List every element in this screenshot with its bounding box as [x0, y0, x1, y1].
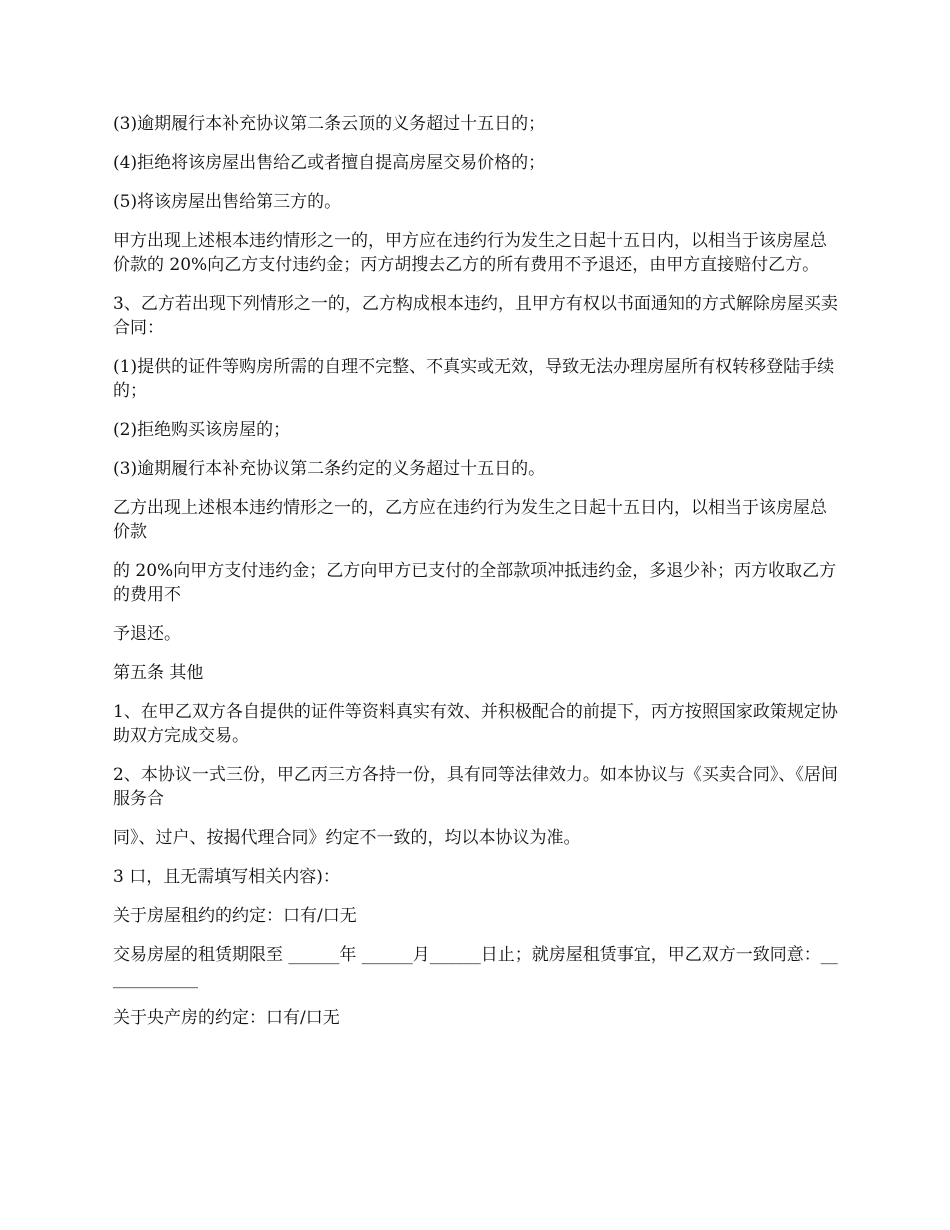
paragraph-central-property-checkbox: 关于央产房的约定：口有/口无: [113, 1008, 340, 1028]
paragraph-lease-term: 交易房屋的租赁期限至 ______年 ______月______日止；就房屋租赁事宜，甲乙双方一致同意：____________: [113, 945, 838, 989]
paragraph-copies-part2: 同》、过户、按揭代理合同》约定不一致的，均以本协议为准。: [113, 828, 581, 848]
paragraph-overdue-obligation: (3)逾期履行本补充协议第二条云顶的义务超过十五日的；: [113, 114, 546, 134]
paragraph-party-b-breach-intro: 3、乙方若出现下列情形之一的，乙方构成根本违约，且甲方有权以书面通知的方式解除房屋买卖合同：: [113, 294, 838, 338]
paragraph-refuse-sale: (4)拒绝将该房屋出售给乙或者擅自提高房屋交易价格的；: [113, 153, 546, 173]
document-body: [113, 112, 843, 1045]
paragraph-incomplete-documents: (1)提供的证件等购房所需的自理不完整、不真实或无效，导致无法办理房屋所有权转移登陆手续的；: [113, 357, 835, 401]
paragraph-no-fill-note: 3 口，且无需填写相关内容)：: [113, 867, 340, 887]
paragraph-copies-part1: 2、本协议一式三份，甲乙丙三方各持一份，具有同等法律效力。如本协议与《买卖合同》、《居间服务合: [113, 765, 838, 809]
section-heading-article-five: 第五条 其他: [113, 663, 204, 683]
paragraph-party-b-penalty-part2: 的 20%向甲方支付违约金；乙方向甲方已支付的全部款项冲抵违约金，多退少补；丙方收取乙方的费用不: [113, 561, 837, 605]
paragraph-overdue-agreed-obligation: (3)逾期履行本补充协议第二条约定的义务超过十五日的。: [113, 459, 546, 479]
paragraph-refuse-purchase: (2)拒绝购买该房屋的；: [113, 420, 291, 440]
paragraph-sell-third-party: (5)将该房屋出售给第三方的。: [113, 192, 342, 212]
paragraph-party-a-penalty: 甲方出现上述根本违约情形之一的，甲方应在违约行为发生之日起十五日内，以相当于该房屋总价款的 20%向乙方支付违约金；丙方胡搜去乙方的所有费用不予退还，由甲方直接赔付乙方。: [113, 231, 827, 275]
paragraph-lease-agreement-checkbox: 关于房屋租约的约定：口有/口无: [113, 906, 357, 926]
paragraph-assist-transaction: 1、在甲乙双方各自提供的证件等资料真实有效、并积极配合的前提下，丙方按照国家政策规定协助双方完成交易。: [113, 702, 838, 746]
paragraph-party-b-penalty-part1: 乙方出现上述根本违约情形之一的，乙方应在违约行为发生之日起十五日内，以相当于该房屋总价款: [113, 498, 827, 542]
paragraph-party-b-penalty-part3: 予退还。: [113, 624, 181, 644]
